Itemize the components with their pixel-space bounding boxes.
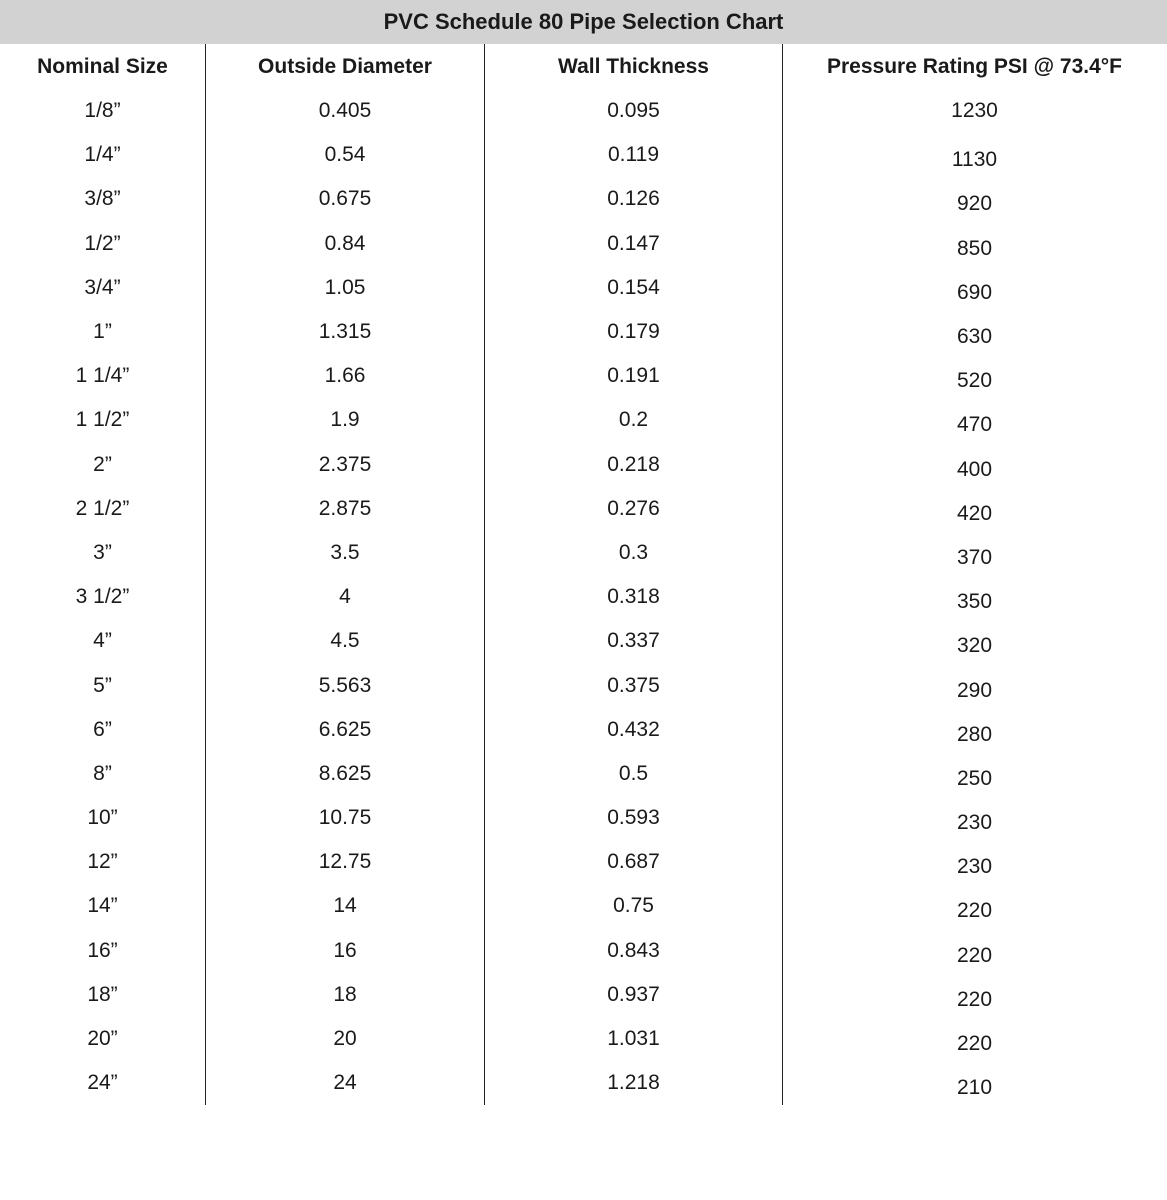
- cell-nominal-size: 1/4”: [84, 143, 121, 167]
- cell-pressure-rating: 210: [956, 1076, 993, 1100]
- pipe-table-body: [0, 89, 1167, 1105]
- table-row: [0, 310, 1167, 354]
- table-row: [0, 1061, 1167, 1105]
- table-row: [0, 1017, 1167, 1061]
- cell-pressure-rating: 230: [956, 855, 993, 879]
- cell-wall-thickness: 0.843: [607, 938, 660, 962]
- cell-nominal-size: 3”: [93, 540, 112, 564]
- table-row: [0, 884, 1167, 928]
- cell-pressure-rating: 280: [956, 722, 993, 746]
- cell-outside-diameter: 2.875: [318, 496, 372, 520]
- cell-nominal-size: 10”: [87, 806, 118, 830]
- table-row: [0, 177, 1167, 221]
- cell-nominal-size: 3 1/2”: [75, 585, 130, 609]
- table-row: [0, 487, 1167, 531]
- cell-nominal-size: 5”: [93, 673, 112, 697]
- cell-pressure-rating: 850: [956, 236, 993, 260]
- cell-pressure-rating: 1130: [951, 148, 998, 172]
- table-row: [0, 708, 1167, 752]
- cell-wall-thickness: 0.593: [607, 806, 660, 830]
- cell-nominal-size: 4”: [93, 629, 112, 653]
- cell-wall-thickness: 1.031: [607, 1027, 660, 1051]
- cell-outside-diameter: 24: [333, 1071, 357, 1095]
- cell-outside-diameter: 18: [333, 982, 357, 1006]
- cell-outside-diameter: 5.563: [318, 673, 372, 697]
- cell-nominal-size: 3/4”: [84, 275, 121, 299]
- cell-outside-diameter: 12.75: [318, 850, 372, 874]
- header-nominal-size: Nominal Size: [37, 55, 168, 78]
- header-wall-thickness: Wall Thickness: [558, 55, 709, 78]
- table-row: [0, 266, 1167, 310]
- cell-outside-diameter: 1.66: [324, 364, 366, 388]
- cell-pressure-rating: 690: [956, 280, 993, 304]
- cell-wall-thickness: 0.318: [607, 585, 660, 609]
- cell-outside-diameter: 0.675: [318, 187, 372, 211]
- table-row: [0, 531, 1167, 575]
- cell-nominal-size: 20”: [87, 1027, 118, 1051]
- cell-nominal-size: 16”: [87, 938, 118, 962]
- cell-wall-thickness: 0.937: [607, 982, 660, 1006]
- cell-wall-thickness: 0.375: [607, 673, 660, 697]
- cell-nominal-size: 1”: [93, 320, 112, 344]
- cell-outside-diameter: 0.54: [324, 143, 366, 167]
- cell-pressure-rating: 220: [956, 987, 993, 1011]
- cell-outside-diameter: 4.5: [330, 629, 360, 653]
- table-row: [0, 398, 1167, 442]
- cell-wall-thickness: 0.75: [613, 894, 654, 918]
- cell-pressure-rating: 400: [956, 457, 993, 481]
- cell-pressure-rating: 920: [956, 192, 993, 216]
- table-row: [0, 443, 1167, 487]
- cell-nominal-size: 1 1/2”: [75, 408, 130, 432]
- cell-wall-thickness: 0.126: [607, 187, 660, 211]
- cell-outside-diameter: 8.625: [318, 761, 372, 785]
- chart-title: PVC Schedule 80 Pipe Selection Chart: [0, 0, 1167, 44]
- cell-nominal-size: 2”: [93, 452, 112, 476]
- table-row: [0, 354, 1167, 398]
- cell-pressure-rating: 470: [956, 413, 993, 437]
- cell-pressure-rating: 520: [956, 369, 993, 393]
- cell-outside-diameter: 3.5: [330, 540, 360, 564]
- cell-wall-thickness: 0.2: [618, 408, 649, 432]
- table-row: [0, 222, 1167, 266]
- table-row: [0, 89, 1167, 133]
- cell-wall-thickness: 0.5: [618, 761, 649, 785]
- table-row: [0, 796, 1167, 840]
- cell-pressure-rating: 220: [956, 1032, 993, 1056]
- cell-outside-diameter: 16: [333, 938, 357, 962]
- table-row: [0, 929, 1167, 973]
- table-row: [0, 752, 1167, 796]
- cell-pressure-rating: 370: [956, 545, 993, 569]
- cell-nominal-size: 14”: [87, 894, 118, 918]
- cell-outside-diameter: 6.625: [318, 717, 372, 741]
- table-row: [0, 619, 1167, 663]
- cell-outside-diameter: 20: [333, 1027, 357, 1051]
- cell-wall-thickness: 0.432: [607, 717, 660, 741]
- cell-pressure-rating: 250: [956, 766, 993, 790]
- cell-outside-diameter: 0.84: [324, 231, 366, 255]
- table-row: [0, 840, 1167, 884]
- cell-nominal-size: 12”: [87, 850, 118, 874]
- cell-nominal-size: 8”: [93, 761, 112, 785]
- cell-wall-thickness: 1.218: [607, 1071, 660, 1095]
- table-row: [0, 575, 1167, 619]
- cell-wall-thickness: 0.154: [607, 275, 660, 299]
- cell-pressure-rating: 290: [956, 678, 993, 702]
- cell-pressure-rating: 420: [956, 501, 993, 525]
- cell-wall-thickness: 0.276: [607, 496, 660, 520]
- cell-pressure-rating: 220: [956, 943, 993, 967]
- table-row: [0, 663, 1167, 707]
- cell-nominal-size: 18”: [87, 982, 118, 1006]
- cell-wall-thickness: 0.119: [608, 143, 659, 167]
- cell-wall-thickness: 0.191: [607, 364, 660, 388]
- cell-nominal-size: 1 1/4”: [75, 364, 130, 388]
- cell-pressure-rating: 320: [956, 634, 993, 658]
- cell-outside-diameter: 0.405: [318, 99, 372, 123]
- cell-pressure-rating: 230: [956, 811, 993, 835]
- cell-nominal-size: 6”: [93, 717, 112, 741]
- cell-wall-thickness: 0.687: [607, 850, 660, 874]
- cell-outside-diameter: 14: [333, 894, 357, 918]
- cell-wall-thickness: 0.147: [607, 231, 660, 255]
- cell-wall-thickness: 0.095: [607, 99, 660, 123]
- header-outside-diameter: Outside Diameter: [258, 55, 432, 78]
- cell-wall-thickness: 0.179: [607, 320, 660, 344]
- cell-nominal-size: 2 1/2”: [75, 496, 130, 520]
- cell-outside-diameter: 1.05: [324, 275, 366, 299]
- cell-outside-diameter: 2.375: [318, 452, 372, 476]
- cell-wall-thickness: 0.337: [607, 629, 660, 653]
- cell-nominal-size: 3/8”: [84, 187, 121, 211]
- cell-pressure-rating: 220: [956, 899, 993, 923]
- cell-outside-diameter: 10.75: [318, 806, 372, 830]
- cell-nominal-size: 1/8”: [84, 99, 121, 123]
- cell-outside-diameter: 1.315: [318, 320, 372, 344]
- cell-nominal-size: 24”: [87, 1071, 118, 1095]
- cell-pressure-rating: 630: [956, 325, 993, 349]
- cell-wall-thickness: 0.3: [618, 540, 649, 564]
- cell-nominal-size: 1/2”: [84, 231, 121, 255]
- cell-outside-diameter: 4: [339, 585, 351, 609]
- header-pressure-rating: Pressure Rating PSI @ 73.4°F: [827, 55, 1122, 78]
- cell-outside-diameter: 1.9: [330, 408, 360, 432]
- cell-wall-thickness: 0.218: [607, 452, 660, 476]
- cell-pressure-rating: 350: [956, 590, 993, 614]
- table-row: [0, 133, 1167, 177]
- table-row: [0, 973, 1167, 1017]
- cell-pressure-rating: 1230: [951, 99, 998, 123]
